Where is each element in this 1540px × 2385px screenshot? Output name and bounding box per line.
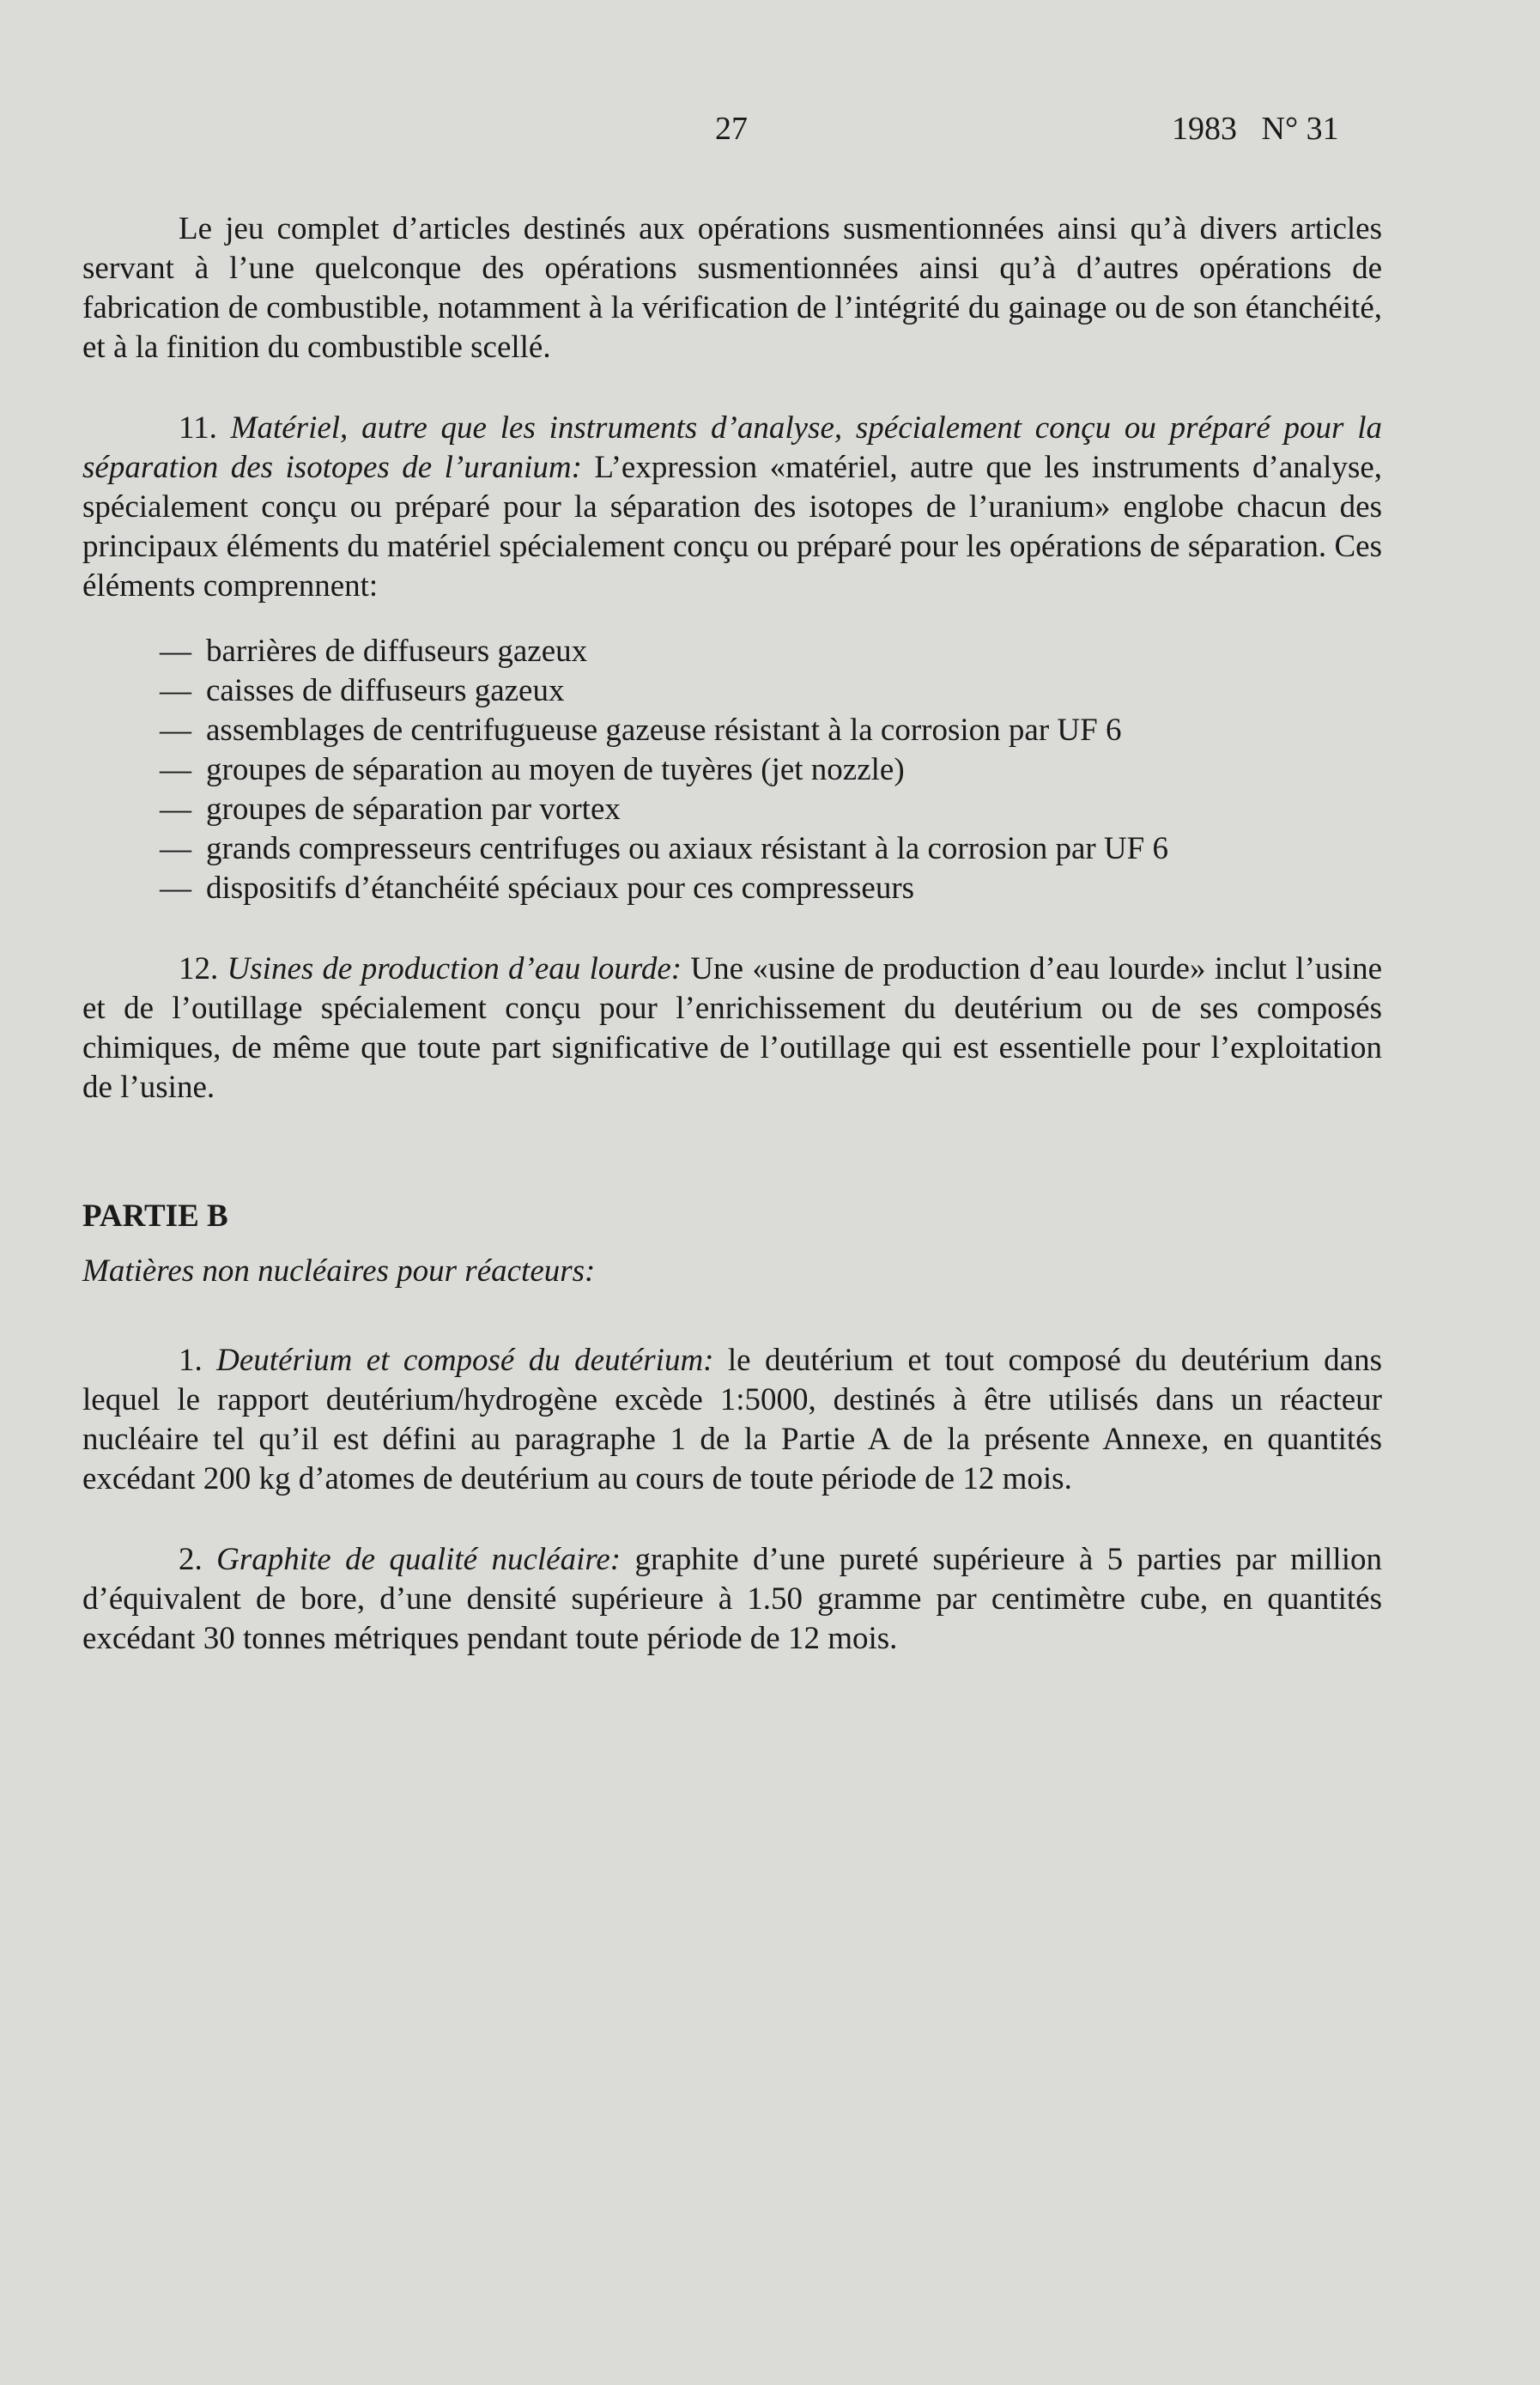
item-11-number: 11. <box>179 410 217 446</box>
list-item: — groupes de séparation par vortex <box>160 792 621 827</box>
partie-b-title: PARTIE B <box>82 1199 228 1234</box>
list-item: — caisses de diffuseurs gazeux <box>160 673 565 708</box>
separation-equipment-list <box>160 632 1382 908</box>
list-item: — grands compresseurs centrifuges ou axiaux résistant à la corrosion par UF 6 <box>160 831 1168 866</box>
item-12 <box>82 950 1382 1108</box>
item-12-text: Une «usine de production d’eau lourde» inclut l’usine et de l’outillage spécialement conçu pour l’enrichissement du deutérium ou de ses composés chimiques, de même que toute part significative de l’outillage qui est essentielle pour l’exploitation de l’usine. <box>82 951 1383 1105</box>
item-12-title: Usines de production d’eau lourde: <box>227 951 682 986</box>
list-item: — assemblages de centrifugueuse gazeuse résistant à la corrosion par UF 6 <box>160 713 1122 748</box>
item-11-text: L’expression «matériel, autre que les instruments d’analyse, spécialement conçu ou préparé pour la séparation des isotopes de l’uranium» englobe chacun des principaux éléments du matériel spécialement conçu ou préparé pour les opérations de séparation. Ces éléments comprennent: <box>82 450 1383 604</box>
page-number: 27 <box>715 111 748 147</box>
body-text <box>82 209 1382 1659</box>
item-11 <box>82 409 1382 606</box>
partie-b-item-2-text: graphite d’une pureté supérieure à 5 parties par million d’équivalent de bore, d’une densité supérieure à 1.50 gramme par centimètre cube, en quantités excédant 30 tonnes métriques pendant toute période de 12 mois. <box>82 1542 1382 1656</box>
partie-b-item-1-text: le deutérium et tout composé du deutérium dans lequel le rapport deutérium/hydrogène excède 1:5000, destinés à être utilisés dans un réacteur nucléaire tel qu’il est défini au paragraphe 1 de la Partie A de la présente Annexe, en quantités excédant 200 kg d’atomes de deutérium au cours de toute période de 12 mois. <box>82 1343 1382 1496</box>
item-11-title: Matériel, autre que les instruments d’analyse, spécialement conçu ou préparé pour la séparation des isotopes de l’uranium: <box>82 410 1382 485</box>
partie-b-item-2-title: Graphite de qualité nucléaire: <box>216 1542 621 1577</box>
partie-b-item-1-number: 1. <box>179 1343 203 1378</box>
list-item: — groupes de séparation au moyen de tuyères (jet nozzle) <box>160 752 905 787</box>
partie-b-item-1-title: Deutérium et composé du deutérium: <box>216 1343 714 1378</box>
partie-b-subtitle: Matières non nucléaires pour réacteurs: <box>82 1253 596 1289</box>
partie-b-item-1 <box>82 1341 1382 1499</box>
partie-b-item-2-number: 2. <box>179 1542 203 1577</box>
item-12-number: 12. <box>179 951 219 986</box>
partie-b-item-2 <box>82 1540 1382 1659</box>
paragraph-fuel-articles: Le jeu complet d’articles destinés aux opérations susmentionnées ainsi qu’à divers articles servant à l’une quelconque des opérations susmentionnées ainsi qu’à d’autres opérations de fabrication de combustible, notamment à la vérification de l’intégrité du gainage ou de son étanchéité, et à la finition du combustible scellé. <box>82 211 1382 365</box>
list-item: — dispositifs d’étanchéité spéciaux pour ces compresseurs <box>160 871 915 906</box>
issue-number: 1983 N° 31 <box>1172 111 1339 147</box>
list-item: — barrières de diffuseurs gazeux <box>160 634 588 669</box>
running-header <box>0 110 1540 153</box>
